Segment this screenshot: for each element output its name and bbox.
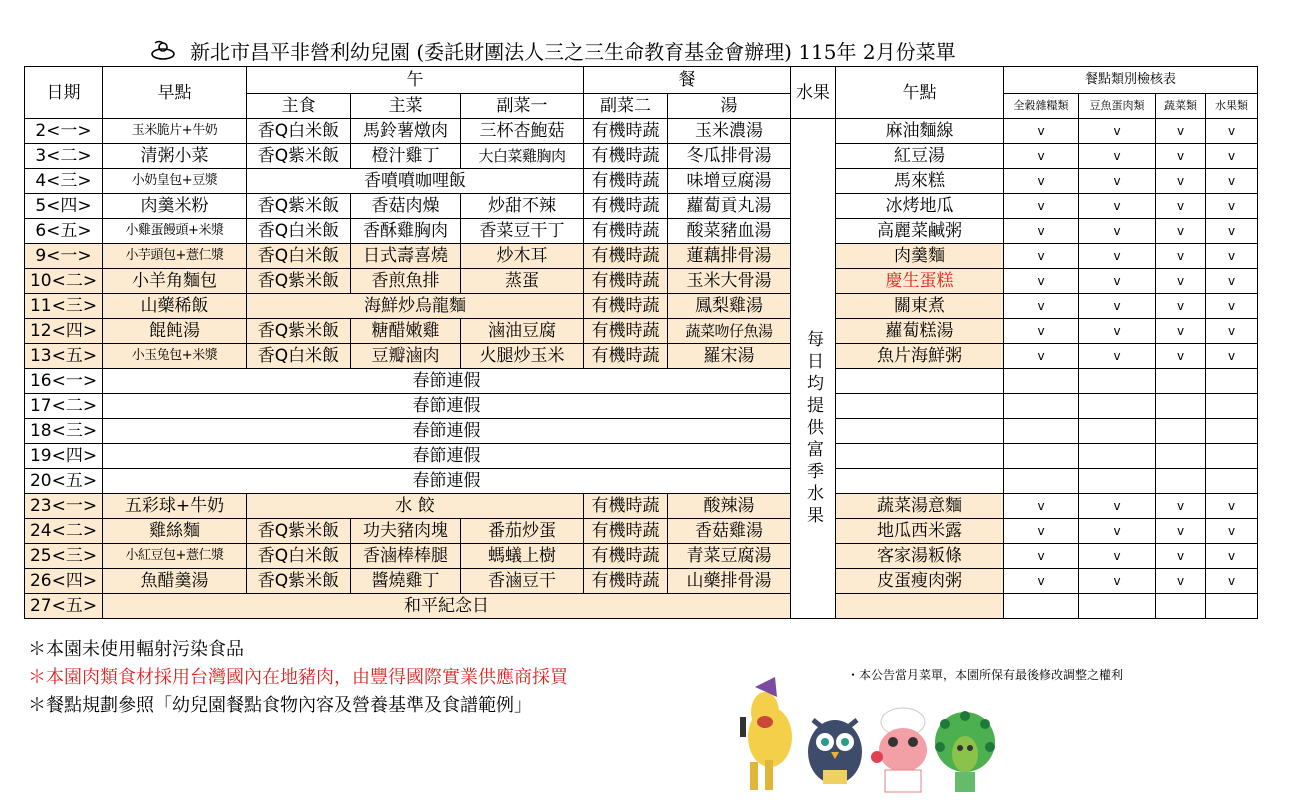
header-side1: 副菜一 xyxy=(461,94,584,119)
combined-meal-cell: 水 餃 xyxy=(247,494,584,519)
check-mark xyxy=(1079,419,1156,444)
check-mark xyxy=(1004,469,1079,494)
check-mark: v xyxy=(1079,244,1156,269)
snack-cell: 蔬菜湯意麵 xyxy=(836,494,1004,519)
menu-row xyxy=(25,344,1258,369)
date-cell: 10<二> xyxy=(25,269,103,294)
breakfast-cell: 雞絲麵 xyxy=(103,519,247,544)
side2-cell: 有機時蔬 xyxy=(584,319,668,344)
side1-cell: 香菜豆干丁 xyxy=(461,219,584,244)
snack-cell: 蘿蔔糕湯 xyxy=(836,319,1004,344)
soup-cell: 蔬菜吻仔魚湯 xyxy=(668,319,791,344)
holiday-cell: 春節連假 xyxy=(103,394,791,419)
main-dish-cell: 香滷棒棒腿 xyxy=(351,544,461,569)
date-cell: 23<一> xyxy=(25,494,103,519)
snack-cell xyxy=(836,394,1004,419)
header-soup: 湯 xyxy=(668,94,791,119)
menu-row xyxy=(25,444,1258,469)
side2-cell: 有機時蔬 xyxy=(584,519,668,544)
notes xyxy=(28,636,788,720)
menu-row xyxy=(25,594,1258,619)
menu-row xyxy=(25,119,1258,144)
header-fruit: 水果 xyxy=(791,67,836,119)
side1-cell: 火腿炒玉米 xyxy=(461,344,584,369)
side1-cell: 三杯杏鮑菇 xyxy=(461,119,584,144)
soup-cell: 酸辣湯 xyxy=(668,494,791,519)
soup-cell: 香菇雞湯 xyxy=(668,519,791,544)
breakfast-cell: 魚醋羹湯 xyxy=(103,569,247,594)
side1-cell: 番茄炒蛋 xyxy=(461,519,584,544)
header-breakfast: 早點 xyxy=(103,67,247,119)
menu-row xyxy=(25,219,1258,244)
check-mark: v xyxy=(1206,269,1258,294)
menu-row xyxy=(25,544,1258,569)
side1-cell: 蒸蛋 xyxy=(461,269,584,294)
breakfast-cell: 肉羹米粉 xyxy=(103,194,247,219)
breakfast-cell: 清粥小菜 xyxy=(103,144,247,169)
check-mark xyxy=(1079,444,1156,469)
breakfast-cell: 小奶皇包+豆漿 xyxy=(103,169,247,194)
header-lunch-1: 午 xyxy=(247,67,584,94)
check-mark: v xyxy=(1079,269,1156,294)
check-mark xyxy=(1156,394,1206,419)
check-mark: v xyxy=(1156,494,1206,519)
check-mark: v xyxy=(1206,569,1258,594)
date-cell: 4<三> xyxy=(25,169,103,194)
snack-cell xyxy=(836,594,1004,619)
side2-cell: 有機時蔬 xyxy=(584,169,668,194)
check-mark: v xyxy=(1206,194,1258,219)
title-text: 新北市昌平非營利幼兒園 (委託財團法人三之三生命教育基金會辦理) 115年 2月份菜單 xyxy=(190,40,956,64)
check-mark: v xyxy=(1206,519,1258,544)
snack-cell: 馬來糕 xyxy=(836,169,1004,194)
staple-cell: 香Q紫米飯 xyxy=(247,519,351,544)
date-cell: 16<一> xyxy=(25,369,103,394)
check-mark: v xyxy=(1206,119,1258,144)
check-mark: v xyxy=(1079,319,1156,344)
check-mark: v xyxy=(1206,219,1258,244)
soup-cell: 山藥排骨湯 xyxy=(668,569,791,594)
main-dish-cell: 豆瓣滷肉 xyxy=(351,344,461,369)
check-mark xyxy=(1156,419,1206,444)
note-pork: ＊本園肉類食材採用台灣國內在地豬肉，由豐得國際實業供應商採買 xyxy=(28,667,568,688)
side1-cell: 香滷豆干 xyxy=(461,569,584,594)
main-dish-cell: 功夫豬肉塊 xyxy=(351,519,461,544)
check-mark: v xyxy=(1004,569,1079,594)
date-cell: 24<二> xyxy=(25,519,103,544)
check-mark: v xyxy=(1004,194,1079,219)
snack-cell: 魚片海鮮粥 xyxy=(836,344,1004,369)
main-dish-cell: 橙汁雞丁 xyxy=(351,144,461,169)
note-guideline: ＊餐點規劃參照「幼兒園餐點食物內容及營養基準及食譜範例」 xyxy=(28,695,532,716)
check-mark xyxy=(1004,419,1079,444)
breakfast-cell: 小紅豆包+薏仁漿 xyxy=(103,544,247,569)
check-mark xyxy=(1004,594,1079,619)
staple-cell: 香Q紫米飯 xyxy=(247,144,351,169)
menu-row xyxy=(25,519,1258,544)
side1-cell: 炒甜不辣 xyxy=(461,194,584,219)
date-cell: 3<二> xyxy=(25,144,103,169)
menu-row xyxy=(25,144,1258,169)
main-dish-cell: 香菇肉燥 xyxy=(351,194,461,219)
check-mark: v xyxy=(1079,119,1156,144)
header-side2: 副菜二 xyxy=(584,94,668,119)
check-mark: v xyxy=(1004,319,1079,344)
header-check-col: 水果類 xyxy=(1206,94,1258,119)
owl-icon xyxy=(808,720,862,784)
soup-cell: 蓮藕排骨湯 xyxy=(668,244,791,269)
check-mark: v xyxy=(1079,569,1156,594)
menu-row xyxy=(25,269,1258,294)
check-mark xyxy=(1206,369,1258,394)
snack-cell: 肉羹麵 xyxy=(836,244,1004,269)
soup-cell: 鳳梨雞湯 xyxy=(668,294,791,319)
menu-row xyxy=(25,494,1258,519)
check-mark xyxy=(1156,594,1206,619)
check-mark: v xyxy=(1004,119,1079,144)
menu-row xyxy=(25,319,1258,344)
date-cell: 17<二> xyxy=(25,394,103,419)
staple-cell: 香Q白米飯 xyxy=(247,544,351,569)
side2-cell: 有機時蔬 xyxy=(584,294,668,319)
page-title xyxy=(150,38,1110,66)
check-mark: v xyxy=(1079,519,1156,544)
check-mark xyxy=(1004,444,1079,469)
check-mark: v xyxy=(1004,169,1079,194)
date-cell: 18<三> xyxy=(25,419,103,444)
check-mark: v xyxy=(1206,169,1258,194)
holiday-cell: 春節連假 xyxy=(103,369,791,394)
side1-cell: 螞蟻上樹 xyxy=(461,544,584,569)
breakfast-cell: 小雞蛋饅頭+米漿 xyxy=(103,219,247,244)
snack-cell: 關東煮 xyxy=(836,294,1004,319)
check-mark: v xyxy=(1004,269,1079,294)
holiday-cell: 春節連假 xyxy=(103,444,791,469)
breakfast-cell: 小羊角麵包 xyxy=(103,269,247,294)
date-cell: 26<四> xyxy=(25,569,103,594)
soup-cell: 冬瓜排骨湯 xyxy=(668,144,791,169)
frog-chef-icon xyxy=(871,708,927,792)
side1-cell: 大白菜雞胸肉 xyxy=(461,144,584,169)
horse-chef-icon xyxy=(740,677,792,790)
staple-cell: 香Q白米飯 xyxy=(247,344,351,369)
check-mark xyxy=(1079,394,1156,419)
menu-row xyxy=(25,294,1258,319)
check-mark xyxy=(1156,369,1206,394)
menu-row xyxy=(25,169,1258,194)
date-cell: 9<一> xyxy=(25,244,103,269)
header-check-col: 全穀雜糧類 xyxy=(1004,94,1079,119)
menu-table xyxy=(24,66,1258,619)
check-mark: v xyxy=(1004,294,1079,319)
side2-cell: 有機時蔬 xyxy=(584,344,668,369)
peacock-icon xyxy=(935,711,995,792)
side2-cell: 有機時蔬 xyxy=(584,269,668,294)
staple-cell: 香Q白米飯 xyxy=(247,219,351,244)
check-mark: v xyxy=(1004,244,1079,269)
main-dish-cell: 糖醋嫩雞 xyxy=(351,319,461,344)
check-mark: v xyxy=(1156,244,1206,269)
snack-cell xyxy=(836,369,1004,394)
check-mark: v xyxy=(1156,119,1206,144)
check-mark xyxy=(1206,469,1258,494)
combined-meal-cell: 海鮮炒烏龍麵 xyxy=(247,294,584,319)
check-mark: v xyxy=(1079,544,1156,569)
check-mark xyxy=(1079,469,1156,494)
check-mark: v xyxy=(1156,569,1206,594)
check-mark: v xyxy=(1156,344,1206,369)
date-cell: 5<四> xyxy=(25,194,103,219)
date-cell: 2<一> xyxy=(25,119,103,144)
header-check-col: 蔬菜類 xyxy=(1156,94,1206,119)
check-mark xyxy=(1004,394,1079,419)
check-mark: v xyxy=(1156,219,1206,244)
side1-cell: 炒木耳 xyxy=(461,244,584,269)
check-mark: v xyxy=(1079,144,1156,169)
side2-cell: 有機時蔬 xyxy=(584,119,668,144)
check-mark: v xyxy=(1004,344,1079,369)
menu-row xyxy=(25,569,1258,594)
check-mark xyxy=(1206,444,1258,469)
check-mark: v xyxy=(1004,544,1079,569)
breakfast-cell: 玉米脆片+牛奶 xyxy=(103,119,247,144)
date-cell: 20<五> xyxy=(25,469,103,494)
check-mark: v xyxy=(1206,319,1258,344)
check-mark: v xyxy=(1206,344,1258,369)
main-dish-cell: 香酥雞胸肉 xyxy=(351,219,461,244)
breakfast-cell: 山藥稀飯 xyxy=(103,294,247,319)
header-staple: 主食 xyxy=(247,94,351,119)
date-cell: 13<五> xyxy=(25,344,103,369)
soup-cell: 蘿蔔貢丸湯 xyxy=(668,194,791,219)
check-mark xyxy=(1206,394,1258,419)
check-mark: v xyxy=(1004,494,1079,519)
check-mark: v xyxy=(1004,219,1079,244)
mascot-illustration xyxy=(735,662,1005,802)
header-date: 日期 xyxy=(25,67,103,119)
side2-cell: 有機時蔬 xyxy=(584,219,668,244)
check-mark: v xyxy=(1206,544,1258,569)
breakfast-cell: 小玉兔包+米漿 xyxy=(103,344,247,369)
header-snack: 午點 xyxy=(836,67,1004,119)
check-mark: v xyxy=(1156,144,1206,169)
main-dish-cell: 醬燒雞丁 xyxy=(351,569,461,594)
menu-row xyxy=(25,469,1258,494)
breakfast-cell: 餛飩湯 xyxy=(103,319,247,344)
check-mark xyxy=(1206,419,1258,444)
date-cell: 6<五> xyxy=(25,219,103,244)
check-mark: v xyxy=(1156,519,1206,544)
side1-cell: 滷油豆腐 xyxy=(461,319,584,344)
date-cell: 25<三> xyxy=(25,544,103,569)
snack-cell: 高麗菜鹹粥 xyxy=(836,219,1004,244)
check-mark: v xyxy=(1156,319,1206,344)
menu-row xyxy=(25,419,1258,444)
logo-icon xyxy=(150,39,176,68)
header-main: 主菜 xyxy=(351,94,461,119)
menu-row xyxy=(25,244,1258,269)
main-dish-cell: 日式壽喜燒 xyxy=(351,244,461,269)
check-mark: v xyxy=(1079,494,1156,519)
breakfast-cell: 小芋頭包+薏仁漿 xyxy=(103,244,247,269)
breakfast-cell: 五彩球+牛奶 xyxy=(103,494,247,519)
snack-cell: 慶生蛋糕 xyxy=(836,269,1004,294)
header-check-col: 豆魚蛋肉類 xyxy=(1079,94,1156,119)
side2-cell: 有機時蔬 xyxy=(584,244,668,269)
side2-cell: 有機時蔬 xyxy=(584,194,668,219)
check-mark: v xyxy=(1079,194,1156,219)
date-cell: 12<四> xyxy=(25,319,103,344)
main-dish-cell: 香煎魚排 xyxy=(351,269,461,294)
header-lunch-2: 餐 xyxy=(584,67,791,94)
check-mark: v xyxy=(1004,519,1079,544)
menu-row xyxy=(25,394,1258,419)
check-mark: v xyxy=(1156,544,1206,569)
snack-cell: 皮蛋瘦肉粥 xyxy=(836,569,1004,594)
check-mark xyxy=(1156,469,1206,494)
holiday-cell: 春節連假 xyxy=(103,469,791,494)
check-mark: v xyxy=(1206,144,1258,169)
check-mark: v xyxy=(1004,144,1079,169)
check-mark: v xyxy=(1156,269,1206,294)
check-mark: v xyxy=(1079,344,1156,369)
staple-cell: 香Q白米飯 xyxy=(247,119,351,144)
main-dish-cell: 馬鈴薯燉肉 xyxy=(351,119,461,144)
check-mark: v xyxy=(1079,294,1156,319)
check-mark xyxy=(1156,444,1206,469)
date-cell: 11<三> xyxy=(25,294,103,319)
check-mark xyxy=(1079,594,1156,619)
soup-cell: 羅宋湯 xyxy=(668,344,791,369)
date-cell: 19<四> xyxy=(25,444,103,469)
header-check-group: 餐點類別檢核表 xyxy=(1004,67,1258,94)
date-cell: 27<五> xyxy=(25,594,103,619)
snack-cell xyxy=(836,419,1004,444)
side2-cell: 有機時蔬 xyxy=(584,569,668,594)
staple-cell: 香Q白米飯 xyxy=(247,244,351,269)
check-mark xyxy=(1206,594,1258,619)
side2-cell: 有機時蔬 xyxy=(584,494,668,519)
soup-cell: 青菜豆腐湯 xyxy=(668,544,791,569)
check-mark: v xyxy=(1156,169,1206,194)
check-mark: v xyxy=(1156,294,1206,319)
combined-meal-cell: 香噴噴咖哩飯 xyxy=(247,169,584,194)
check-mark: v xyxy=(1206,294,1258,319)
menu-row xyxy=(25,369,1258,394)
staple-cell: 香Q紫米飯 xyxy=(247,319,351,344)
soup-cell: 玉米大骨湯 xyxy=(668,269,791,294)
soup-cell: 玉米濃湯 xyxy=(668,119,791,144)
check-mark: v xyxy=(1079,169,1156,194)
snack-cell: 冰烤地瓜 xyxy=(836,194,1004,219)
check-mark: v xyxy=(1206,494,1258,519)
note-radiation: ＊本園未使用輻射污染食品 xyxy=(28,639,244,660)
snack-cell: 麻油麵線 xyxy=(836,119,1004,144)
check-mark: v xyxy=(1079,219,1156,244)
check-mark: v xyxy=(1206,244,1258,269)
side2-cell: 有機時蔬 xyxy=(584,144,668,169)
soup-cell: 味增豆腐湯 xyxy=(668,169,791,194)
holiday-cell: 春節連假 xyxy=(103,419,791,444)
check-mark: v xyxy=(1156,194,1206,219)
snack-cell: 客家湯粄條 xyxy=(836,544,1004,569)
staple-cell: 香Q紫米飯 xyxy=(247,569,351,594)
staple-cell: 香Q紫米飯 xyxy=(247,194,351,219)
snack-cell xyxy=(836,469,1004,494)
menu-row xyxy=(25,194,1258,219)
side2-cell: 有機時蔬 xyxy=(584,544,668,569)
snack-cell xyxy=(836,444,1004,469)
rights-note: ・本公告當月菜單，本園所保有最後修改調整之權利 xyxy=(847,668,1124,682)
holiday-cell: 和平紀念日 xyxy=(103,594,791,619)
soup-cell: 酸菜豬血湯 xyxy=(668,219,791,244)
staple-cell: 香Q紫米飯 xyxy=(247,269,351,294)
check-mark xyxy=(1079,369,1156,394)
snack-cell: 地瓜西米露 xyxy=(836,519,1004,544)
check-mark xyxy=(1004,369,1079,394)
fruit-note-cell: 每日均提供富季水果 xyxy=(791,119,836,619)
snack-cell: 紅豆湯 xyxy=(836,144,1004,169)
